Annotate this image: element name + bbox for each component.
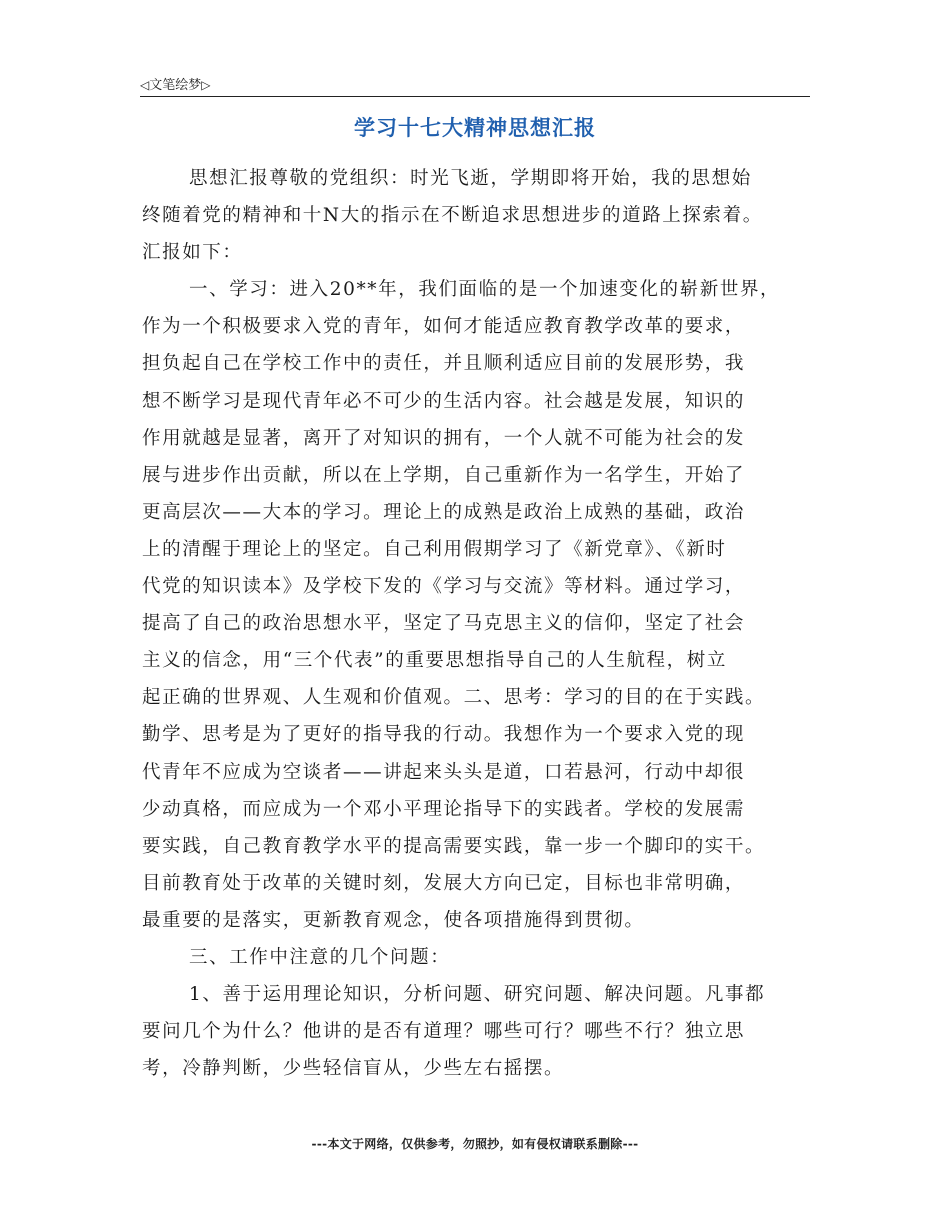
text-line: 要实践，自己教育教学水平的提高需要实践，靠一步一个脚印的实干。 (142, 835, 766, 857)
text-line: 勤学、思考是为了更好的指导我的行动。我想作为一个要求入党的现 (142, 724, 746, 746)
text-line: 作用就越是显著，离开了对知识的拥有，一个人就不可能为社会的发 (142, 427, 746, 449)
text-line: 一、学习：进入20**年，我们面临的是一个加速变化的崭新世界， (189, 279, 781, 301)
text-line: 最重要的是落实，更新教育观念，使各项措施得到贯彻。 (142, 909, 645, 931)
document-body (142, 160, 810, 1087)
page-footer: ---本文于网络，仅供参考，勿照抄，如有侵权请联系删除--- (311, 1137, 639, 1151)
brand-text: 文笔绘梦 (149, 78, 202, 93)
text-line: 少动真格，而应成为一个邓小平理论指导下的实践者。学校的发展需 (142, 798, 746, 820)
text-line: 代党的知识读本》及学校下发的《学习与交流》等材料。通过学习， (142, 576, 746, 598)
text-line: 汇报如下： (142, 242, 243, 264)
text-line: 考，冷静判断，少些轻信盲从，少些左右摇摆。 (142, 1058, 565, 1080)
text-line: 展与进步作出贡献，所以在上学期，自己重新作为一名学生，开始了 (142, 464, 746, 486)
text-line: 1、善于运用理论知识，分析问题、研究问题、解决问题。凡事都 (189, 984, 766, 1006)
left-triangle-icon: ◁ (140, 78, 150, 92)
text-line: 主义的信念，用“三个代表”的重要思想指导自己的人生航程，树立 (142, 650, 727, 672)
text-line: 上的清醒于理论上的坚定。自己利用假期学习了《新党章》、《新时 (142, 538, 727, 560)
text-line: 作为一个积极要求入党的青年，如何才能适应教育教学改革的要求， (142, 316, 746, 338)
document-title: 学习十七大精神思想汇报 (354, 116, 596, 140)
page-header (140, 72, 810, 97)
text-line: 提高了自己的政治思想水平，坚定了马克思主义的信仰，坚定了社会 (142, 613, 746, 635)
text-line: 终随着党的精神和十N大的指示在不断追求思想进步的道路上探索着。 (142, 205, 763, 227)
text-line: 目前教育处于改革的关键时刻，发展大方向已定，目标也非常明确， (142, 872, 746, 894)
text-line: 三、工作中注意的几个问题： (189, 946, 451, 968)
text-line: 思想汇报尊敬的党组织：时光飞逝，学期即将开始，我的思想始 (189, 168, 752, 189)
text-line: 起正确的世界观、人生观和价值观。二、思考：学习的目的在于实践。 (142, 687, 766, 709)
header-brand (140, 74, 210, 93)
text-line: 想不断学习是现代青年必不可少的生活内容。社会越是发展，知识的 (142, 390, 746, 412)
text-line: 代青年不应成为空谈者——讲起来头头是道，口若悬河，行动中却很 (142, 761, 746, 783)
right-triangle-icon: ▷ (201, 78, 211, 92)
text-line: 要问几个为什么？他讲的是否有道理？哪些可行？哪些不行？独立思 (142, 1021, 746, 1043)
text-line: 担负起自己在学校工作中的责任，并且顺利适应目前的发展形势，我 (142, 353, 746, 375)
text-line: 更高层次——大本的学习。理论上的成熟是政治上成熟的基础，政治 (142, 501, 746, 523)
